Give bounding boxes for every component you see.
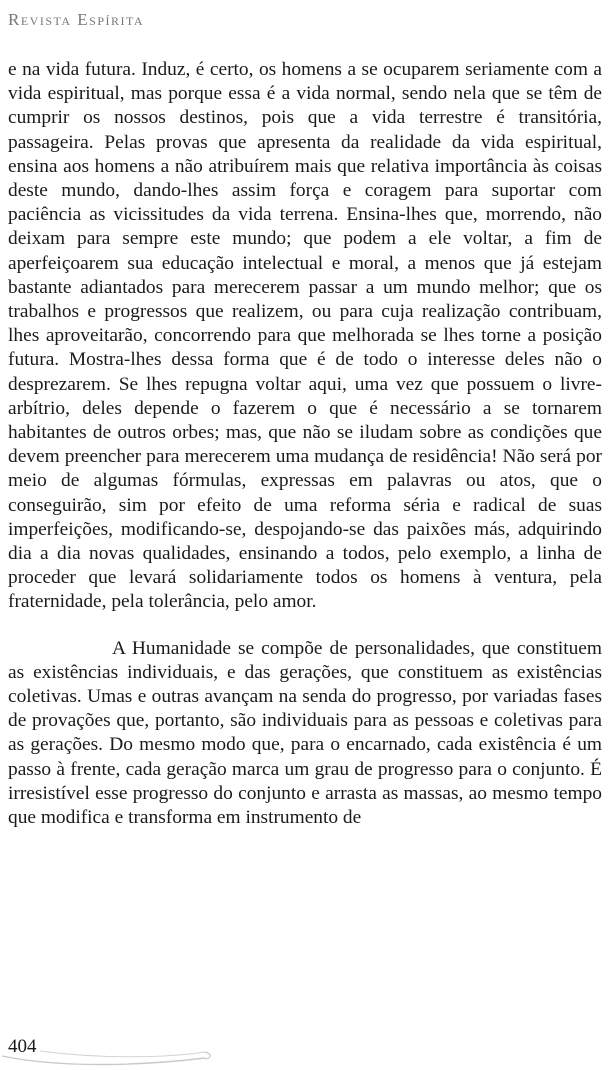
running-header: Revista Espírita: [8, 10, 145, 29]
page-number: 404: [8, 1036, 37, 1057]
paragraph-1: e na vida futura. Induz, é certo, os homens a se ocuparem seriamente com a vida espiritual, mas porque essa é a vida normal, sendo nela que se têm de cumprir os nossos destinos, pois que a vida terrestre é transitória, passageira. Pelas provas que apresenta da realidade da vida espiritual, ensina aos homens a não atribuírem mais que relativa importância às coisas deste mundo, dando-lhes assim força e coragem para suportar com paciência as vicissitudes da vida terrena. Ensina-lhes que, morrendo, não deixam para sempre este mundo; que podem a ele voltar, a fim de aperfeiçoarem sua educação intelectual e moral, a menos que já estejam bastante adiantados para merecerem passar a um mundo melhor; que os trabalhos e progressos que realizem, ou para cuja realização contribuam, lhes aproveitarão, concorrendo para que melhorada se lhes torne a posição futura. Mostra-lhes dessa forma que é de todo o interesse deles não o desprezarem. Se lhes repugna voltar aqui, uma vez que possuem o livre-arbítrio, deles depende o fazerem o que é necessário a se tornarem habitantes de outros orbes; mas, que não se iludam sobre as condições que devem preencher para merecerem uma mudança de residência! Não será por meio de algumas fórmulas, expressas em palavras ou atos, que o conseguirão, sim por efeito de uma reforma séria e radical de suas imperfeições, modificando-se, despojando-se das paixões más, adquirindo dia a dia novas qualidades, ensinando a todos, pelo exemplo, a linha de proceder que levará solidariamente todos os homens à ventura, pela fraternidade, pela tolerância, pelo amor.: [8, 59, 602, 613]
swoosh-ornament-icon: [0, 1028, 260, 1068]
paragraph-2: A Humanidade se compõe de personalidades, que constituem as existências individuais, e das gerações, que constituem as existências coletivas. Umas e outras avançam na senda do progresso, por variadas fases de provações que, portanto, são individuais para as pessoas e coletivas para as gerações. Do mesmo modo que, para o encarnado, cada existência é um passo à frente, cada geração marca um grau de progresso para o conjunto. É irresistível esse progresso do conjunto e arrasta as massas, ao mesmo tempo que modifica e transforma em instrumento de: [8, 637, 602, 829]
page-body: [8, 58, 602, 830]
page-footer: [0, 1028, 260, 1068]
